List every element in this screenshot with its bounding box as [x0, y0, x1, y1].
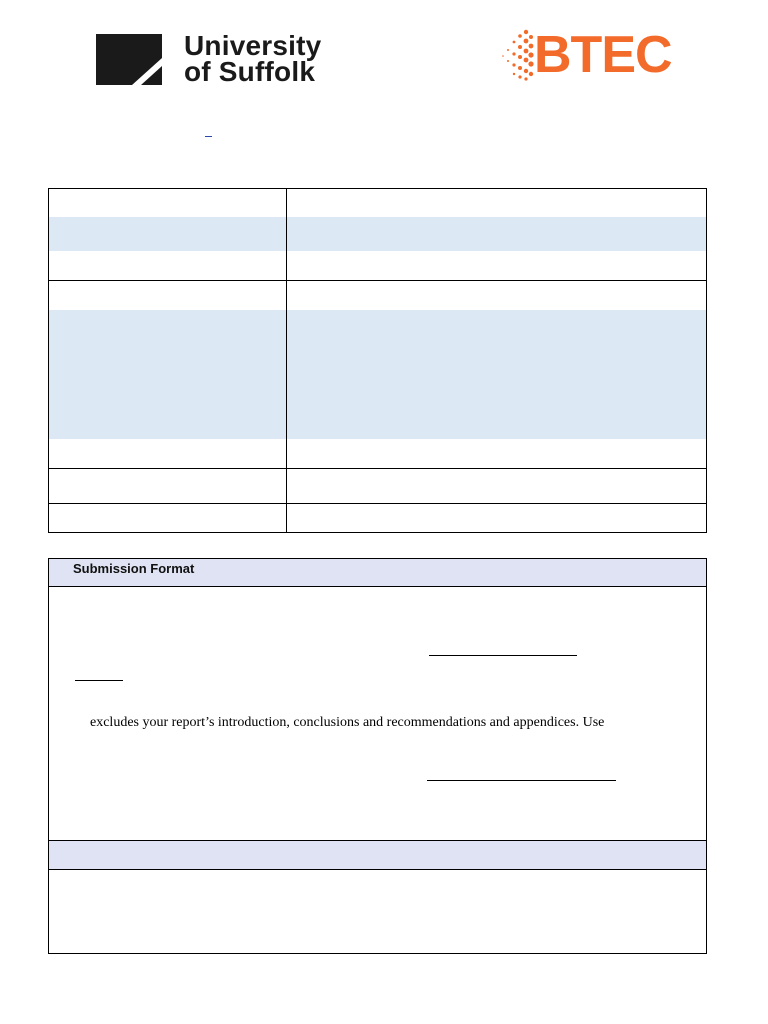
- section-heading-bar: [49, 841, 706, 870]
- university-logo-text: [184, 30, 322, 87]
- submission-format-body: [49, 587, 706, 841]
- info-row: [49, 280, 706, 310]
- section-body: [49, 870, 706, 952]
- hyperlink-underline: [205, 136, 212, 137]
- info-cell-label: [49, 251, 287, 280]
- info-row: [49, 251, 706, 280]
- info-row: [49, 217, 706, 251]
- submission-format-box: [48, 558, 707, 954]
- btec-dots-icon: [500, 28, 534, 82]
- submission-format-heading: Submission Format: [49, 559, 706, 587]
- university-of-suffolk-logo: [96, 30, 322, 87]
- info-cell-value: [287, 504, 706, 532]
- info-row: [49, 189, 706, 217]
- info-cell-value: [287, 469, 706, 503]
- info-cell-label: [49, 439, 287, 468]
- info-cell-value: [287, 310, 706, 439]
- info-cell-label: [49, 217, 287, 251]
- info-cell-label: [49, 189, 287, 217]
- btec-logo: [500, 28, 672, 82]
- info-row: [49, 503, 706, 532]
- info-cell-label: [49, 469, 287, 503]
- info-cell-value: [287, 189, 706, 217]
- info-cell-label: [49, 310, 287, 439]
- underline-rule: [429, 655, 577, 656]
- info-row: [49, 439, 706, 468]
- info-cell-label: [49, 281, 287, 310]
- info-cell-value: [287, 217, 706, 251]
- info-row: [49, 310, 706, 439]
- university-logo-mark-icon: [96, 34, 162, 85]
- info-cell-value: [287, 251, 706, 280]
- info-cell-value: [287, 281, 706, 310]
- university-logo-line1: University: [184, 30, 322, 61]
- info-cell-value: [287, 439, 706, 468]
- info-row: [49, 468, 706, 503]
- underline-rule: [427, 780, 616, 781]
- submission-body-text: excludes your report’s introduction, conclusions and recommendations and appendices. Use: [90, 715, 605, 730]
- btec-logo-text: BTEC: [534, 26, 672, 84]
- underline-rule: [75, 680, 123, 681]
- university-logo-line2: of Suffolk: [184, 56, 316, 87]
- assignment-info-table: [48, 188, 707, 533]
- info-cell-label: [49, 504, 287, 532]
